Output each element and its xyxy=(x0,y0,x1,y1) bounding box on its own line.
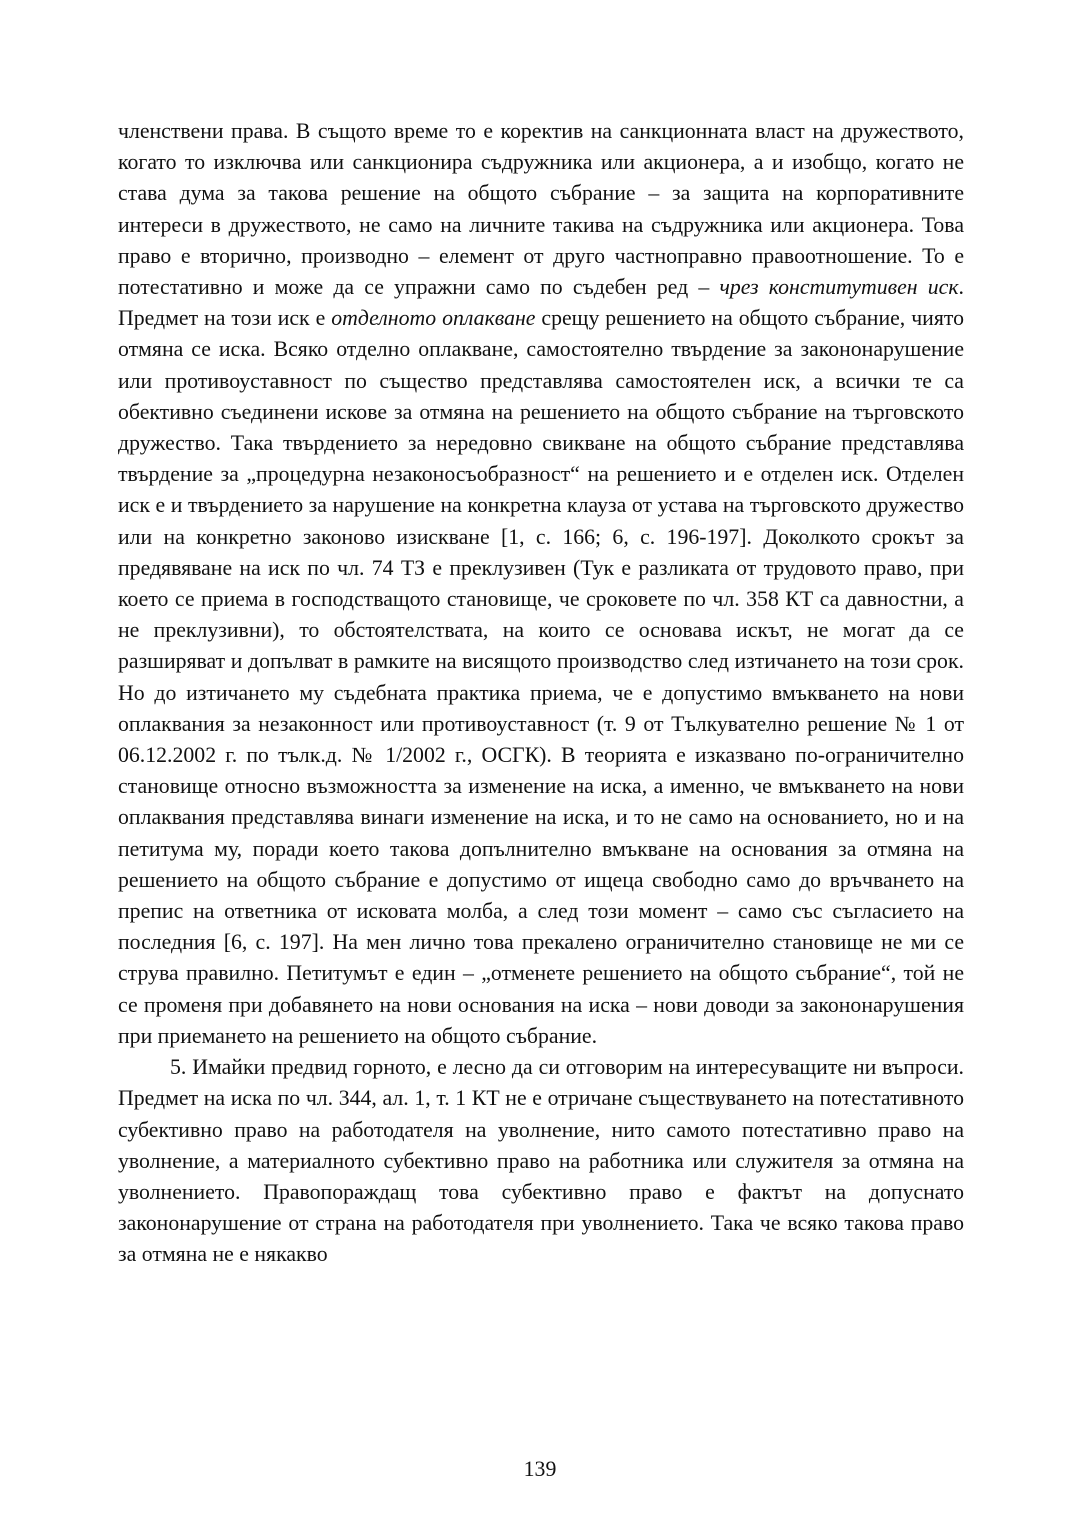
numbered-paragraph-5: 5. Имайки предвид горното, е лесно да си отговорим на интересуващите ни въпроси. Предмет на иска по чл. 344, ал. 1, т. 1 КТ не е отричане съществуването на потестативното субективно право на работодателя на уволнение, нито самото потестативно право на уволнение, а материалното субективно право на работника или служителя за отмяна на уволнението. Правопораждащ това субективно право е фактът на допуснато закононарушение от страна на работодателя при уволнението. Така че всяко такова право за отмяна не е някакво xyxy=(118,1055,964,1267)
italic-term-constitutive-claim: чрез конститутивен иск xyxy=(719,275,959,300)
page-number: 139 xyxy=(523,1457,557,1481)
body-paragraph xyxy=(118,116,964,1052)
paragraph-text: членствени права. В същото време то е коректив на санкционната власт на дружеството, когато то изключва или санкционира съдружника или акционера, а и изобщо, когато не става дума за такова решение на общото събрание – за защита на корпоративните интереси в дружеството, не само на личните такива на съдружника или акционера. Това право е вторично, производно – елемент от друго частноправно правоотношение. То е потестативно и може да се упражни само по съдебен ред – xyxy=(118,119,964,300)
page-body xyxy=(118,116,964,1271)
paragraph-text: срещу решението на общото събрание, чиято отмяна се иска. Всяко отделно оплакване, самостоятелно твърдение за закононарушение или противоуставност по същество представлява самостоятелен иск, а всички те са обективно съединени искове за отмяна на решението на общото събрание на търговското дружество. Така твърдението за нередовно свикване на общото събрание представлява твърдение за „процедурна незаконосъобразност“ на решението и е отделен иск. Отделен иск е и твърдението за нарушение на конкретна клауза от устава на търговското дружество или на конкретно законово изискване [1, с. 166; 6, с. 196-197]. Доколкото срокът за предявяване на иск по чл. 74 ТЗ е преклузивен (Тук е разликата от трудовото право, при което се приема в господстващото становище, че сроковете по чл. 358 КТ са давностни, а не преклузивни), то обстоятелствата, на които се основава искът, не могат да се разширяват и допълват в рамките на висящото производство след изтичането на този срок. Но до изтичането му съдебната практика приема, че е допустимо вмъкването на нови оплаквания за незаконност или противоуставност (т. 9 от Тълкувателно решение № 1 от 06.12.2002 г. по тълк.д. № 1/2002 г., ОСГК). В теорията е изказвано по-ограничително становище относно възможността за изменение на иска, а именно, че вмъкването на нови оплаквания представлява винаги изменение на иска, и то не само на основанието, но и на петитума му, поради което такова допълнително вмъкване на основания за отмяна на решението на общото събрание е допустимо от ищеца свободно само до връчването на препис на ответника от исковата молба, а след този момент – само със съгласието на последния [6, с. 197]. На мен лично това прекалено ограничително становище не ми се струва правилно. Петитумът е един – „отменете решението на общото събрание“, той не се променя при добавянето на нови основания на иска – нови доводи за закононарушения при приемането на решението на общото събрание. xyxy=(118,306,964,1048)
paragraph-text: . Предмет на този иск е xyxy=(118,275,964,331)
italic-term-separate-complaint: отделното оплакване xyxy=(331,306,536,331)
